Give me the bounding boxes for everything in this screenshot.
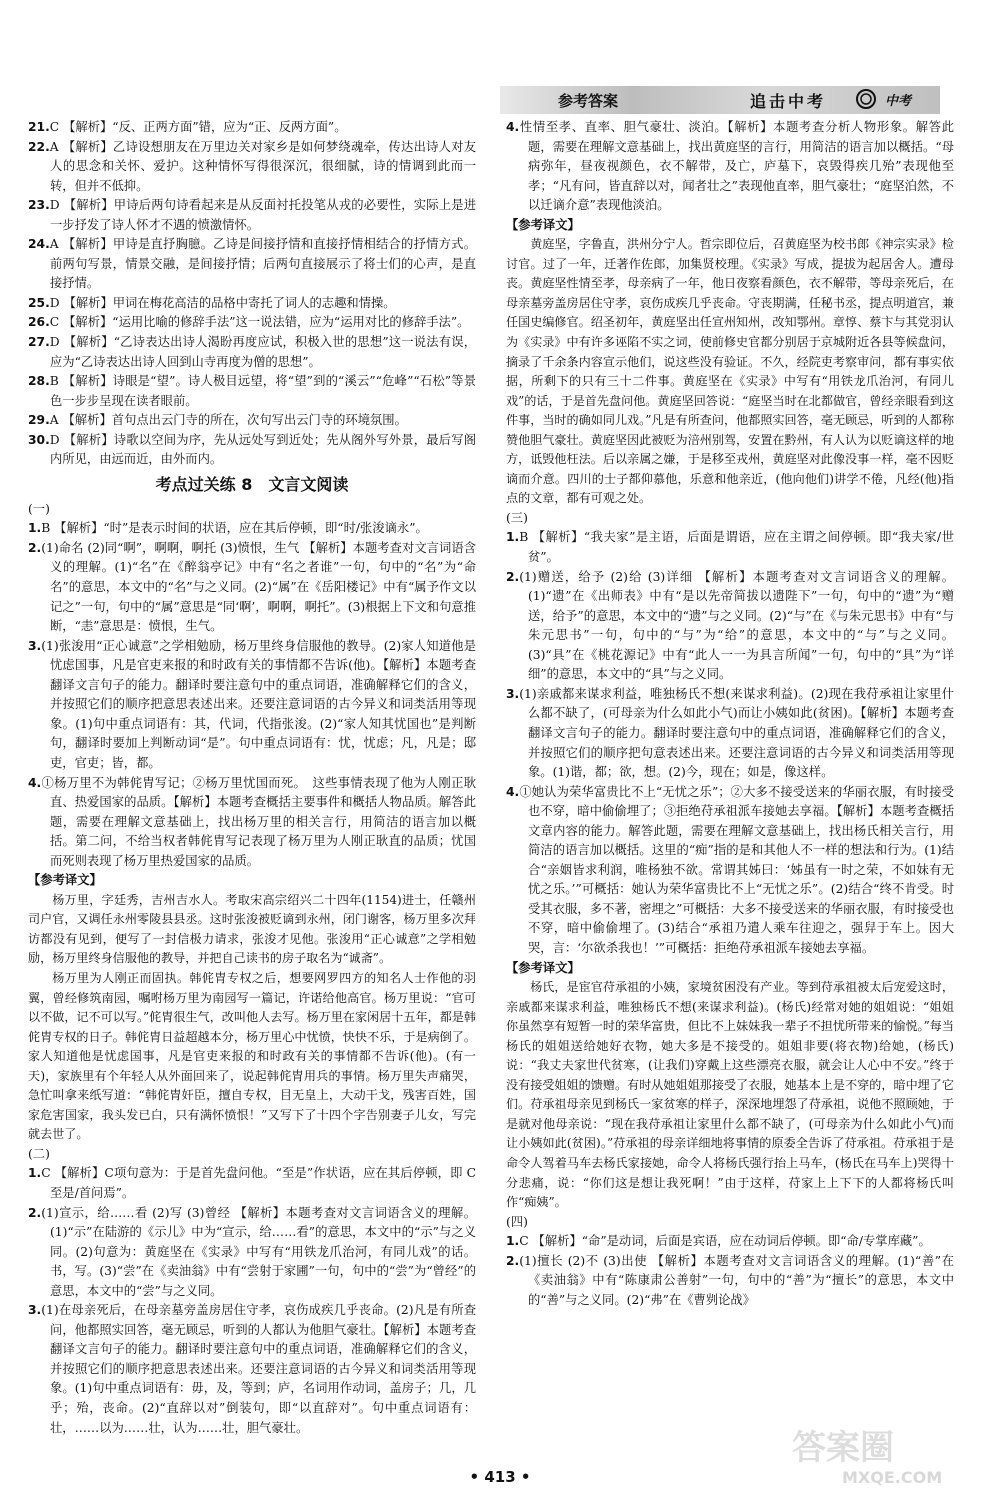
answer-item xyxy=(28,235,476,294)
answer-text: C 【解析】“命”是动词，后面是宾语，应在动词后停顿。即“命/专掌库藏”。 xyxy=(519,1234,931,1249)
answer-number: 2. xyxy=(28,1205,42,1220)
answer-text: D 【解析】“乙诗表达出诗人渴盼再度应试，积极入世的思想”这一说法有误，应为“乙诗表达出诗人回到山寺再度为僧的思想”。 xyxy=(49,335,476,369)
answer-number: 1. xyxy=(506,530,520,545)
answer-item xyxy=(28,1164,476,1203)
answer-number: 1. xyxy=(28,1166,42,1181)
answer-text: D 【解析】诗歌以空间为序，先从远处写到近处；先从阁外写外景，最后写阁内所见，由远而近，由外而内。 xyxy=(49,432,476,467)
answer-item xyxy=(506,1232,954,1252)
answer-number: 2. xyxy=(506,1253,520,1268)
answer-text: (1)张浚用“正心诚意”之学相勉励，杨万里终身信服他的教导。(2)家人知道他是忧虑国事，凡是官吏来报的和时政有关的事情都不告诉(他)。【解析】本题考查翻译文言句子的能力。翻译时要注意句中的重点词语，准确解释它们的含义，并按照它们的顺序把意思表述出来。还要注意词语的古今异义和词类活用等现象。(1)句中重点词语有：其，代词，代指张浚。(2)“家人知其忧国也”是判断句，翻译时要加上判断动词“是”。句中重点词语有：忧，忧虑；凡，凡是；邸吏，官吏；皆，都。 xyxy=(41,638,476,770)
reference-translation-heading: 【参考译文】 xyxy=(506,217,580,232)
answer-text: (1)擅长 (2)不 (3)出使 【解析】本题考查对文言词语含义的理解。(1)“善”在《卖油翁》中有“陈康肃公善射”一句，句中的“善”为“擅长”的意思，本文中的“善”与之义同。(2)“弗”在《曹刿论战》 xyxy=(519,1253,954,1307)
answer-text: D 【解析】甲诗后两句诗看起来是从反面衬托投笔从戎的必要性，实际上是进一步抒发了诗人怀才不遇的愤激情怀。 xyxy=(49,198,476,232)
page-number: • 413 • xyxy=(469,1468,531,1486)
answer-number: 21. xyxy=(28,120,50,134)
answer-item xyxy=(506,528,954,567)
part-label: (三) xyxy=(506,510,528,525)
answer-item xyxy=(28,431,476,470)
translation-paragraph: 黄庭坚，字鲁直，洪州分宁人。哲宗即位后，召黄庭坚为校书郎《神宗实录》检讨官。过了一年，迁著作佐郎，加集贤校理。《实录》写成，提拔为起居舍人。遭母丧。黄庭坚性情至孝，母亲病了一年，他日夜察看颜色，衣不解带，等母亲死后，在母亲墓旁盖房居住守孝，哀伤成疾几乎丧命。守丧期满，任秘书丞，提点明道宫，兼任国史编修官。绍圣初年，黄庭坚出任宣州知州，改知鄂州。章惇、蔡卞与其党羽认为《实录》中有许多诬陷不实之词，使前修史官都分别居于京城附近各县等候盘问，摘录了千余条内容宣示他们，说这些没有验证。不久，经院吏考察审问，都有事实依据，所剩下的只有三十二件事。黄庭坚在《实录》中写有“用铁龙爪治河，有同儿戏”的话，于是首先盘问他。黄庭坚回答说：“庭坚当时在北都做官，曾经亲眼看到这件事，当时的确如同儿戏。”凡是有所查问，他都照实回答，毫无顾忌，听到的人都称赞他胆气豪壮。黄庭坚因此被贬为涪州别驾，安置在黔州，有人认为以贬谪这样的地方，诋毁他枉法。后以亲属之嫌，于是移至戎州，黄庭坚对此像没事一样，毫不因贬谪而介意。四川的士子都仰慕他，乐意和他亲近，(他向他们)讲学不倦，凡经(他)指点的文章，都有可观之处。 xyxy=(506,237,954,506)
header-logo-text: 中考 xyxy=(885,94,912,109)
answer-item xyxy=(28,313,476,333)
answer-text: C 【解析】C项句意为：于是首先盘问他。“至是”作状语，应在其后停顿，即 C 至是/首问焉”。 xyxy=(41,1166,476,1200)
answer-item xyxy=(28,774,476,872)
answer-number: 3. xyxy=(506,686,520,701)
answer-number: 26. xyxy=(28,315,50,330)
header-right-title: 追击中考 xyxy=(750,92,827,111)
answer-text: (1)在母亲死后，在母亲墓旁盖房居住守孝，哀伤成疾几乎丧命。(2)凡是有所查问，他都照实回答，毫无顾忌，听到的人都认为他胆气豪壮。【解析】本题考查翻译文言句子的能力。翻译时要注意句中的重点词语，准确解释它们的含义，并按照它们的顺序把意思表述出来。还要注意词语的古今异义和词类活用等现象。(1)句中重点词语有：毋，及，等到；庐，名词用作动词，盖房子；几，几乎；殆，丧命。(2)“直辞以对”倒装句，即“以直辞对”。句中重点词语有：壮，……以为……壮，认为……壮，胆气豪壮。 xyxy=(41,1303,476,1435)
answer-item xyxy=(28,1204,476,1302)
answer-text: B 【解析】“时”是表示时间的状语，应在其后停顿，即“时/张浚谪永”。 xyxy=(41,521,428,536)
answer-item xyxy=(28,333,476,372)
answer-item xyxy=(28,637,476,774)
answer-item xyxy=(506,783,954,959)
answer-number: 28. xyxy=(28,374,50,389)
answer-text: ①她认为荣华富贵比不上“无忧之乐”；②大多不接受送来的华丽衣服，有时接受也不穿，暗中偷偷埋了；③拒绝苻承祖派车接她去享福。【解析】本题考查概括文章内容的能力。解答此题，需要在理解文意基础上，找出杨氏相关言行，用简洁的语言加以概括。这里的“痴”指的是和其他人不一样的想法和行为。(1)结合“亲姻皆求利润，唯杨独不欲。常谓其姊曰：‘姊虽有一时之荣，不如妹有无忧之乐。’”可概括：她认为荣华富贵比不上“无忧之乐”。(2)结合“终不肯受。时受其衣服，多不著，密埋之”可概括：大多不接受送来的华丽衣服，有时接受也不穿，暗中偷偷埋了。(3)结合“承祖乃遣人乘车往迎之，强舁于车上。因大哭，言：‘尔欲杀我也！’”可概括：拒绝苻承祖派车接她去享福。 xyxy=(519,784,954,955)
translation-paragraph: 杨万里，字廷秀，吉州吉水人。考取宋高宗绍兴二十四年(1154)进士，任赣州司户官，又调任永州零陵县县丞。这时张浚被贬谪到永州，闭门谢客，杨万里多次拜访都没有见到，便写了一封信极力请求，张浚才见他。张浚用“正心诚意”之学相勉励，杨万里终身信服他的教导，并把自己读书的房子取名为“诚斋”。 xyxy=(28,892,476,966)
answer-item xyxy=(506,568,954,685)
answer-item xyxy=(506,118,954,216)
watermark-logo-icon xyxy=(782,1419,982,1489)
answer-item xyxy=(28,118,476,138)
answer-text: A 【解析】首句点出云门寺的所在，次句写出云门寺的环境氛围。 xyxy=(49,413,407,428)
reference-translation-heading: 【参考译文】 xyxy=(28,873,102,888)
page-header xyxy=(500,86,940,114)
answer-number: 24. xyxy=(28,237,50,252)
answer-item xyxy=(28,138,476,197)
answer-text: B 【解析】“我夫家”是主语，后面是谓语，应在主谓之间停顿。即“我夫家/世贫”。 xyxy=(519,530,954,565)
answer-text: 性情至孝、直率、胆气豪壮、淡泊。【解析】本题考查分析人物形象。解答此题，需要在理解文意基础上，找出黄庭坚的言行，用简洁的语言加以概括。“母病弥年，昼夜视颜色，衣不解带，及亡，庐墓下，哀毁得疾几殆”表现他至孝；“凡有问，皆直辞以对，闻者壮之”表现他直率，胆气豪壮；“庭坚泊然，不以迁谪介意”表现他淡泊。 xyxy=(519,120,954,213)
answer-item xyxy=(28,411,476,431)
answer-text: ①杨万里不为韩侂胄写记；②杨万里忧国而死。 这些事情表现了他为人刚正耿直、热爱国家的品质。【解析】本题考查概括主要事件和概括人物品质。解答此题，需要在理解文意基础上，找出杨万里的相关言行，用简洁的语言加以概括。第二问，不给当权者韩侂胄写记表现了杨万里为人刚正耿直的品质；忧国而死则表现了杨万里热爱国家的品质。 xyxy=(41,775,476,868)
part-label: (一) xyxy=(28,501,50,516)
answer-text: A 【解析】甲诗是直抒胸臆。乙诗是间接抒情和直接抒情相结合的抒情方式。前两句写景，情景交融，是间接抒情；后两句直接展示了将士们的心声，是直接抒情。 xyxy=(49,237,476,291)
book-series-logo-icon xyxy=(855,88,881,110)
answer-item xyxy=(506,1252,954,1311)
answer-item xyxy=(506,685,954,783)
answer-number: 27. xyxy=(28,335,50,350)
answer-item xyxy=(28,196,476,235)
right-column xyxy=(506,118,954,1310)
answer-text: C 【解析】“运用比喻的修辞手法”这一说法错，应为“运用对比的修辞手法”。 xyxy=(49,315,470,330)
answer-item xyxy=(28,519,476,539)
answer-item xyxy=(28,1301,476,1438)
answer-text: (1)亲戚都来谋求利益，唯独杨氏不想(来谋求利益)。(2)现在我苻承祖让家里什么都不缺了，(可母亲为什么如此小气)而让小姨如此(贫困)。【解析】本题考查翻译文言句子的能力。翻译时要注意句中的重点词语，准确解释它们的含义，并按照它们的顺序把句意表述出来。还要注意词语的古今异义和词类活用等现象。(1)谐，都；欲，想。(2)今，现在；如是，像这样。 xyxy=(519,686,954,780)
answer-number: 4. xyxy=(506,120,520,134)
answer-item xyxy=(28,372,476,411)
header-left-title: 参考答案 xyxy=(558,92,619,110)
svg-text:MXQE.COM: MXQE.COM xyxy=(842,1468,943,1487)
answer-number: 29. xyxy=(28,413,50,428)
section-title: 考点过关练 8 文言文阅读 xyxy=(155,474,349,494)
answer-number: 1. xyxy=(506,1234,520,1249)
answer-number: 4. xyxy=(28,775,42,790)
left-column xyxy=(28,118,476,1438)
part-label: (二) xyxy=(28,1146,50,1161)
answer-number: 2. xyxy=(28,540,42,555)
answer-text: C 【解析】“反、正两方面”错，应为“正、反两方面”。 xyxy=(49,120,347,134)
answer-item xyxy=(28,539,476,637)
answer-number: 3. xyxy=(28,638,42,653)
answer-text: D 【解析】甲词在梅花高洁的品格中寄托了词人的志趣和情操。 xyxy=(49,295,396,310)
answer-text: B 【解析】诗眼是“望”。诗人极目远望，将“望”到的“溪云”“危峰”“石松”等景色一步步呈现在读者眼前。 xyxy=(49,374,476,408)
answer-number: 3. xyxy=(28,1303,42,1318)
answer-text: (1)赠送，给予 (2)给 (3)详细 【解析】本题考查对文言词语含义的理解。(1)“遗”在《出师表》中有“是以先帝简拔以遗陛下”一句，句中的“遗”为“赠送，给予”的意思，本文中的“遗”与之义同。(2)“与”在《与朱元思书》中有“与朱元思书”一句，句中的“与”为“给”的意思，本文中的“与”与之义同。(3)“具”在《桃花源记》中有“此人一一为具言所闻”一句，句中的“具”为“详细”的意思，本文中的“具”与之义同。 xyxy=(519,569,954,682)
answer-number: 22. xyxy=(28,139,50,154)
reference-translation-heading: 【参考译文】 xyxy=(506,960,580,975)
answer-number: 2. xyxy=(506,569,520,584)
answer-item xyxy=(28,294,476,314)
translation-paragraph: 杨万里为人刚正而固执。韩侂胄专权之后，想要网罗四方的知名人士作他的羽翼，曾经修筑南园，嘱咐杨万里为南园写一篇记，许诺给他高官。杨万里说：“官可以不做，记不可以写。”侂胄很生气，改叫他人去写。杨万里在家闲居十五年，都是韩侂胄专权的日子。韩侂胄日益超越本分，杨万里心中忧愤，快快不乐，于是病倒了。家人知道他是忧虑国事，凡是官吏来报的和时政有关的事情都不告诉(他)。(有一天)，家族里有个年轻人从外面回来了，说起韩侂胄用兵的事情。杨万里失声痛哭，急忙叫拿来纸写道：“韩侂胄奸臣，擅自专权，目无皇上，大动干戈，残害百姓，国家危害国家，我头发已白，只有满怀愤恨！”又写下了十四个字告别妻子儿女，写完就去世了。 xyxy=(28,970,476,1142)
answer-number: 25. xyxy=(28,295,50,310)
answer-number: 23. xyxy=(28,198,50,213)
answer-number: 30. xyxy=(28,432,50,447)
answer-text: (1)命名 (2)同“啊”，啊啊，啊托 (3)愤恨，生气 【解析】本题考查对文言词语含义的理解。(1)“名”在《醉翁亭记》中有“名之者谁”一句，句中的“名”为“命名”的意思，本文中的“名”与之义同。(2)“属”在《岳阳楼记》中有“属予作文以记之”一句，句中的“属”意思是“同‘啊’，啊啊，啊托”。(3)根据上下文和句意推断，“恚”意思是：愤恨，生气。 xyxy=(41,540,476,634)
svg-text:答案圈: 答案圈 xyxy=(792,1428,894,1468)
answer-number: 4. xyxy=(506,784,520,799)
answer-text: A 【解析】乙诗设想朋友在万里边关对家乡是如何梦绕魂牵，传达出诗人对友人的思念和关怀、爱护。这种情怀写得很深沉，很细腻，诗的情调到此而一转，但并不低抑。 xyxy=(49,139,476,193)
part-label: (四) xyxy=(506,1214,528,1229)
answer-text: (1)宣示，给……看 (2)写 (3)曾经 【解析】本题考查对文言词语含义的理解。(1)“示”在陆游的《示儿》中为“宣示，给……看”的意思，本文中的“示”与之义同。(2)句意为：黄庭坚在《实录》中写有“用铁龙爪治河，有同儿戏”的话。书，写。(3)“尝”在《卖油翁》中有“尝射于家圃”一句，句中的“尝”为“曾经”的意思，本文中的“尝”与之义同。 xyxy=(41,1205,476,1298)
answer-number: 1. xyxy=(28,521,42,536)
translation-paragraph: 杨氏，是宦官苻承祖的小姨，家境贫困没有产业。等到苻承祖被太后宠爱这时，亲戚都来谋求利益，唯独杨氏不想(来谋求利益)。(杨氏)经常对她的姐姐说：“姐姐你虽然享有短暂一时的荣华富贵，但比不上妹妹我一辈子不担忧所带来的愉悦。”每当杨氏的姐姐送给她好衣物，她大多是不接受的。姐姐非要(将衣物)给她，(杨氏)说：“我丈夫家世代贫寒，(让我们)穿戴上这些漂亮衣服，就会让人心中不安。”终于没有接受姐姐的馈赠。有时从她姐姐那接受了衣服，她基本上是不穿的，暗中埋了它们。苻承祖母亲见到杨氏一家贫寒的样子，深深地埋怨了苻承祖，说他不照顾她，于是就对他母亲说：“现在我苻承祖让家里什么都不缺了，(可母亲为什么如此小气)而让小姨如此(贫困)。”苻承祖的母亲详细地将事情的原委全告诉了苻承祖。苻承祖于是命令人驾着马车去杨氏家接她，命令人将杨氏强行抬上马车，(杨氏在马车上)哭得十分悲痛，说：“你们这是想让我死啊！”由于这样，苻家上上下下的人都将杨氏叫作“痴姨”。 xyxy=(506,980,954,1210)
